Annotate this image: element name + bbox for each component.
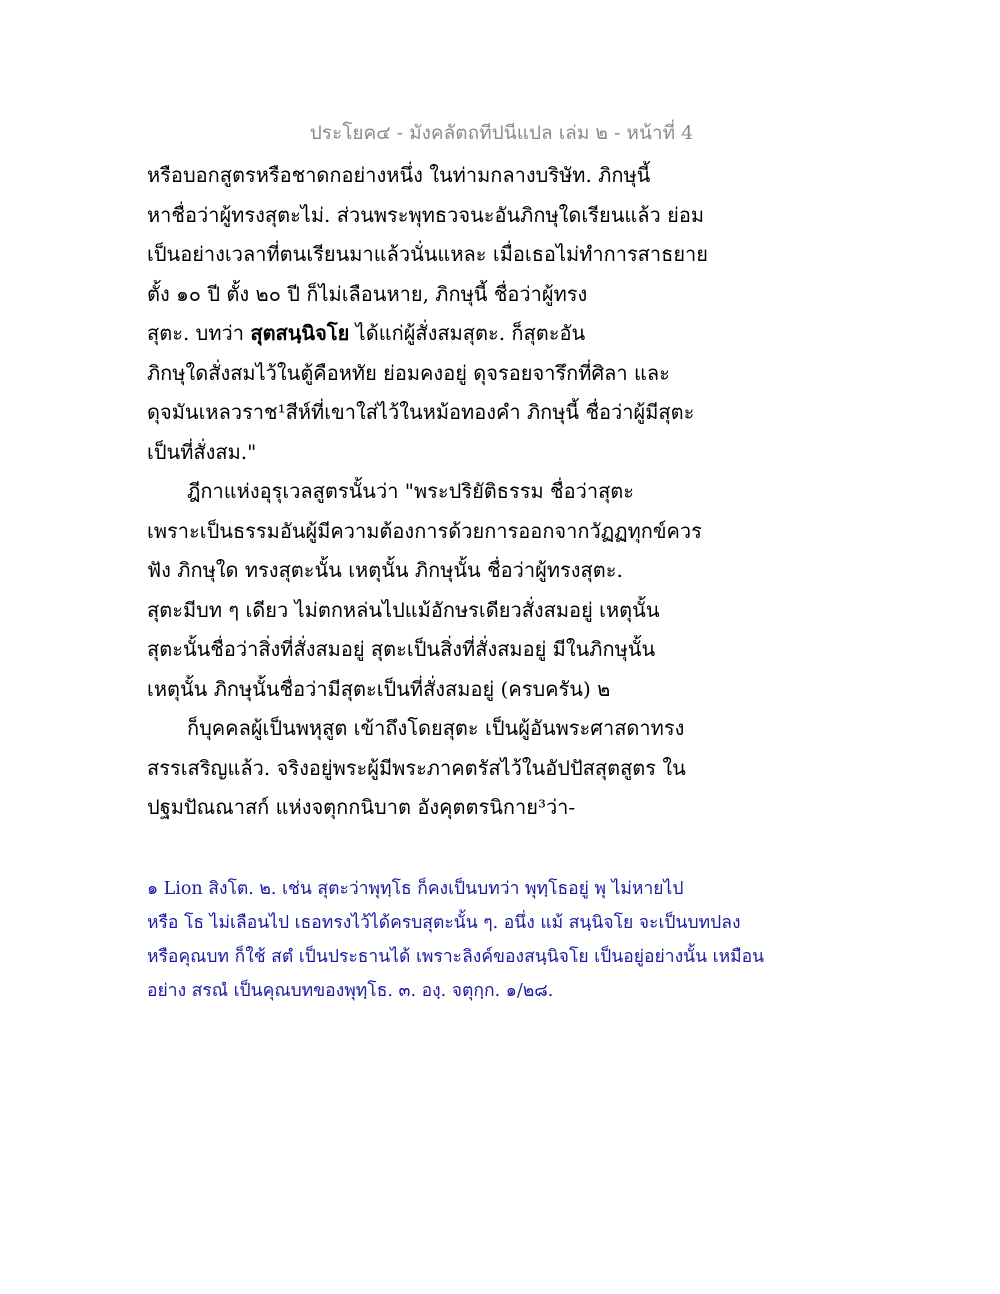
footnote-line: หรือ โธ ไม่เลือนไป เธอทรงไว้ได้ครบสุตะนั้น ๆ. อนึ่ง แม้ สนฺนิจโย จะเป็นบทปลง bbox=[147, 913, 741, 933]
footnote-line: หรือคุณบท ก็ใช้ สตํ เป็นประธานได้ เพราะลิงค์ของสนฺนิจโย เป็นอยู่อย่างนั้น เหมือน bbox=[147, 947, 765, 967]
text-line: สรรเสริญแล้ว. จริงอยู่พระผู้มีพระภาคตรัสไว้ในอัปปัสสุตสูตร ใน bbox=[147, 755, 686, 780]
text-line: สุตะมีบท ๆ เดียว ไม่ตกหล่นไปแม้อักษรเดียวสั่งสมอยู่ เหตุนั้น bbox=[147, 597, 660, 622]
text-line: ก็บุคคลผู้เป็นพหุสูต เข้าถึงโดยสุตะ เป็นผู้อันพระศาสดาทรง bbox=[187, 716, 685, 740]
text-line: สุตะนั้นชื่อว่าสิ่งที่สั่งสมอยู่ สุตะเป็นสิ่งที่สั่งสมอยู่ มีในภิกษุนั้น bbox=[147, 637, 656, 661]
text-line: ฎีกาแห่งอุรุเวลสูตรนั้นว่า "พระปริยัติธรรม ชื่อว่าสุตะ bbox=[187, 479, 635, 503]
page-header-text: ประโยค๔ - มังคลัตถทีปนีแปล เล่ม ๒ - หน้าที่ 4 bbox=[309, 122, 694, 144]
text-line: เป็นอย่างเวลาที่ตนเรียนมาแล้วนั่นแหละ เมื่อเธอไม่ทำการสาธยาย bbox=[147, 242, 708, 266]
text-span: สุตะ. บทว่า bbox=[147, 321, 251, 345]
body-text bbox=[147, 156, 707, 828]
text-line: หรือบอกสูตรหรือชาดกอย่างหนึ่ง ในท่ามกลางบริษัท. ภิกษุนี้ bbox=[147, 163, 651, 187]
text-line: ปฐมปัณณาสก์ แห่งจตุกกนิบาต อังคุตตรนิกาย³ว่า- bbox=[147, 795, 576, 819]
text-line: เป็นที่สั่งสม." bbox=[147, 439, 257, 464]
bold-term: สุตสนฺนิจโย bbox=[250, 321, 350, 345]
text-line: ฟัง ภิกษุใด ทรงสุตะนั้น เหตุนั้น ภิกษุนั้น ชื่อว่าผู้ทรงสุตะ. bbox=[147, 558, 623, 582]
text-line: ตั้ง ๑๐ ปี ตั้ง ๒๐ ปี ก็ไม่เลือนหาย, ภิกษุนี้ ชื่อว่าผู้ทรง bbox=[147, 281, 588, 306]
page-header bbox=[0, 118, 1000, 148]
text-line: ภิกษุใดสั่งสมไว้ในตู้คือหทัย ย่อมคงอยู่ ดุจรอยจารึกที่ศิลา และ bbox=[147, 360, 670, 385]
footnotes bbox=[147, 872, 787, 1008]
text-span: ได้แก่ผู้สั่งสมสุตะ. ก็สุตะอัน bbox=[349, 321, 586, 345]
text-line: หาชื่อว่าผู้ทรงสุตะไม่. ส่วนพระพุทธวจนะอันภิกษุใดเรียนแล้ว ย่อม bbox=[147, 202, 705, 227]
footnote-line: อย่าง สรณํ เป็นคุณบทของพุทฺโธ. ๓. องฺ. จตุกฺก. ๑/๒๘. bbox=[147, 981, 554, 1001]
text-line: ดุจมันเหลวราช¹สีห์ที่เขาใส่ไว้ในหม้อทองคำ ภิกษุนี้ ชื่อว่าผู้มีสุตะ bbox=[147, 400, 695, 424]
text-line bbox=[147, 314, 707, 354]
footnote-line: ๑ Lion สิงโต. ๒. เช่น สุตะว่าพุทฺโธ ก็คงเป็นบทว่า พุทฺโธอยู่ พุ ไม่หายไป bbox=[147, 879, 684, 899]
text-line: เหตุนั้น ภิกษุนั้นชื่อว่ามีสุตะเป็นที่สั่งสมอยู่ (ครบครัน) ๒ bbox=[147, 676, 611, 701]
text-line: เพราะเป็นธรรมอันผู้มีความต้องการด้วยการออกจากวัฏฏทุกข์ควร bbox=[147, 518, 702, 543]
